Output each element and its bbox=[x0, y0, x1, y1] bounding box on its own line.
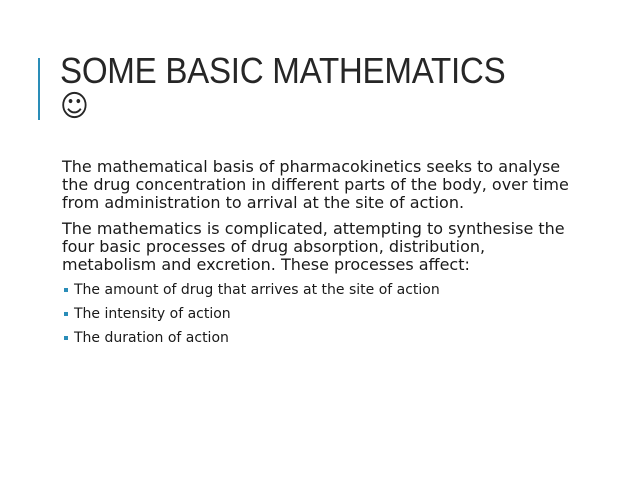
bullet-item-amount: The amount of drug that arrives at the site of action bbox=[62, 282, 582, 298]
paragraph-processes: The mathematics is complicated, attempting to synthesise the four basic processes of drug absorption, distribution, metabolism and excretion. These processes affect: bbox=[62, 219, 565, 274]
paragraph-intro: The mathematical basis of pharmacokinetics seeks to analyse the drug concentration in different parts of the body, over time from administration to arrival at the site of action. bbox=[62, 157, 569, 212]
slide-title-text: SOME BASIC MATHEMATICS bbox=[60, 50, 506, 91]
bullet-list bbox=[62, 282, 582, 346]
slide-title bbox=[60, 52, 575, 124]
title-accent-bar bbox=[38, 58, 40, 120]
bullet-item-duration: The duration of action bbox=[62, 330, 582, 346]
bullet-item-intensity: The intensity of action bbox=[62, 306, 582, 322]
slide-body bbox=[62, 158, 582, 354]
smiley-icon: ☺ bbox=[60, 89, 89, 124]
